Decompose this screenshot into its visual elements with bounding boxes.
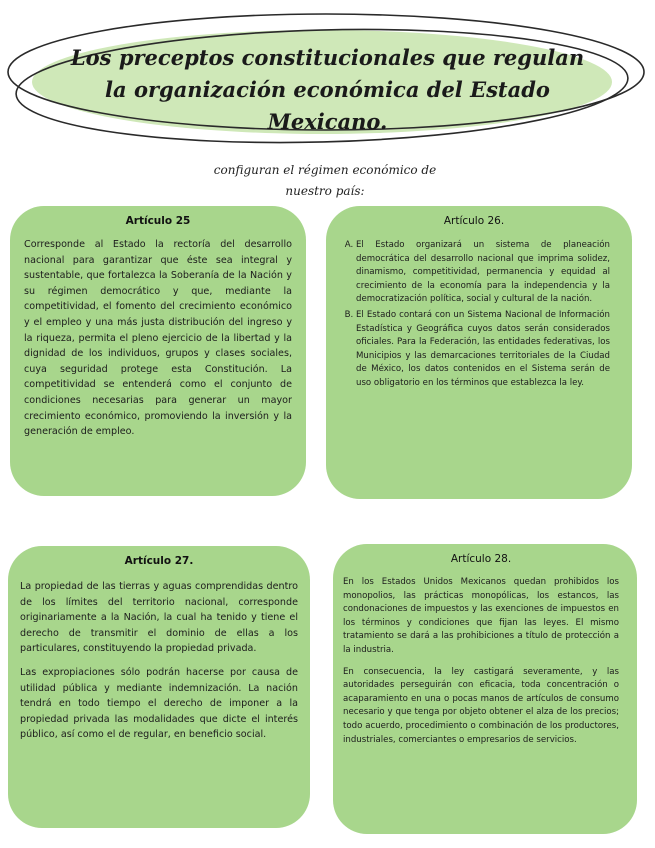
article-25-paragraph: Corresponde al Estado la rectoría del desarrollo nacional para garantizar que éste sea integral y sustentable, que fortalezca la Soberanía de la Nación y su régimen democrático y que, mediante la competitividad, el fomento del crecimiento económico y el empleo y una más justa distribución del ingreso y la riqueza, permita el pleno ejercicio de la libertad y la dignidad de los individuos, grupos y clases sociales, cuya seguridad protege esta Constitución. La competitividad se entenderá como el conjunto de condiciones necesarias para generar un mayor crecimiento económico, promoviendo la inversión y la generación de empleo.: [24, 239, 292, 438]
article-25-title: Artículo 25: [125, 215, 191, 227]
article-28-card: [333, 544, 637, 834]
article-26-item-a: A. El Estado organizará un sistema de planeación democrática del desarrollo nacional que imprima solidez, dinamismo, competitividad, permanencia y equidad al crecimiento de la economía para la independencia y la democratización política, social y cultural de la nación.: [356, 239, 610, 307]
article-25-card: [10, 206, 306, 496]
article-28-paragraph-1: En los Estados Unidos Mexicanos quedan prohibidos los monopolios, las prácticas monopólicas, los estancos, las condonaciones de impuestos y las exenciones de impuestos en los términos y condiciones que fijan las leyes. El mismo tratamiento se dará a las prohibiciones a título de protección a la industria.: [343, 577, 619, 655]
article-26-item-b: B. El Estado contará con un Sistema Nacional de Información Estadística y Geográfica cuyos datos serán considerados oficiales. Para la Federación, las entidades federativas, los Municipios y las demarcaciones territoriales de la Ciudad de México, los datos contenidos en el Sistema serán de uso obligatorio en los términos que establezca la ley.: [356, 309, 610, 391]
article-26-body: [338, 239, 610, 391]
article-28-body: [343, 576, 619, 747]
article-25-body: [24, 237, 292, 440]
title-banner: [0, 0, 655, 150]
article-26-list: [338, 239, 610, 391]
subtitle: configuran el régimen económico de nuestro país:: [213, 163, 437, 198]
article-28-paragraph-2: En consecuencia, la ley castigará severamente, y las autoridades perseguirán con eficacia, toda concentración o acaparamiento en una o pocas manos de artículos de consumo necesario y que tenga por objeto obtener el alza de los precios; todo acuerdo, procedimiento o combinación de los productores, industriales, comerciantes o empresarios de servicios.: [343, 666, 619, 745]
article-27-body: [20, 579, 298, 743]
article-26-title: Artículo 26.: [443, 215, 505, 227]
article-27-card: [8, 546, 310, 828]
article-28-title: Artículo 28.: [450, 553, 512, 565]
page-title: Los preceptos constitucionales que regulan la organización económica del Estado Mexicano.: [70, 45, 585, 134]
article-27-paragraph-2: Las expropiaciones sólo podrán hacerse por causa de utilidad pública y mediante indemnización. La nación tendrá en todo tiempo el derecho de imponer a la propiedad privada las modalidades que dicte el interés público, así como el de regular, en beneficio social.: [20, 666, 298, 741]
article-27-title: Artículo 27.: [124, 555, 194, 567]
article-26-card: [326, 206, 632, 499]
article-27-paragraph-1: La propiedad de las tierras y aguas comprendidas dentro de los límites del territorio nacional, corresponde originariamente a la Nación, la cual ha tenido y tiene el derecho de transmitir el dominio de ellas a los particulares, constituyendo la propiedad privada.: [20, 581, 298, 655]
